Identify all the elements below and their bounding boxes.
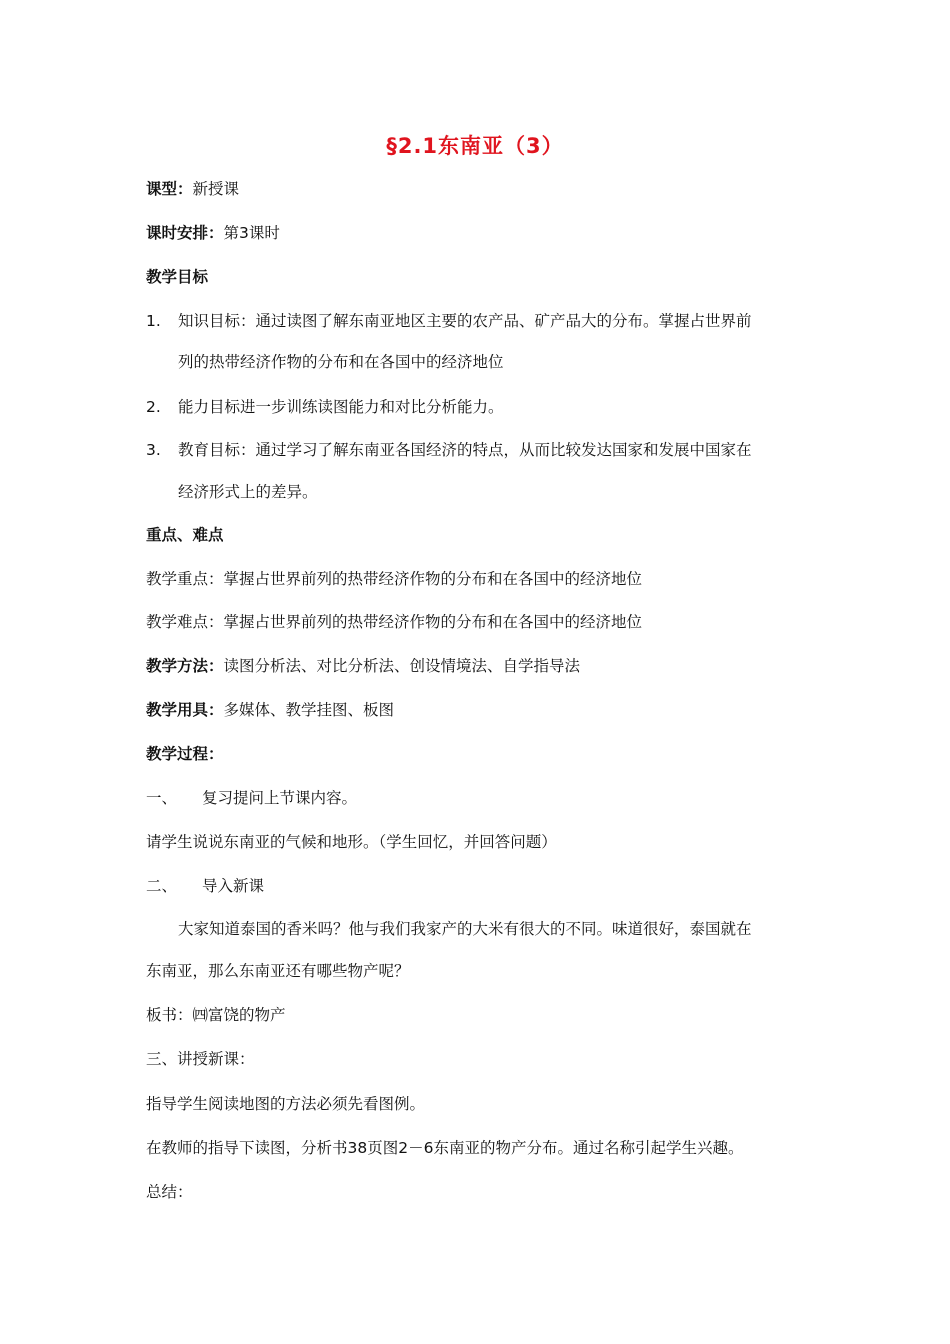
objective-text: 教育目标：通过学习了解东南亚各国经济的特点，从而比较发达国家和发展中国家在 <box>178 441 752 459</box>
step-num: 一、 <box>146 789 178 807</box>
objective-item-3-cont: 经济形式上的差异。 <box>178 483 318 501</box>
step-num: 二、 <box>146 877 178 895</box>
tools-value: 多媒体、教学挂图、板图 <box>223 701 395 719</box>
step-text: 复习提问上节课内容。 <box>202 789 358 807</box>
summary-line: 总结： <box>146 1183 193 1201</box>
objective-item-1 <box>146 310 752 332</box>
lesson-type-label: 课型： <box>146 180 193 198</box>
key-points-heading: 重点、难点 <box>146 526 224 544</box>
intro-paragraph-line-2: 东南亚，那么东南亚还有哪些物产呢？ <box>146 962 410 980</box>
methods-value: 读图分析法、对比分析法、创设情境法、自学指导法 <box>223 657 581 675</box>
process-heading: 教学过程： <box>146 745 224 763</box>
objectives-heading: 教学目标 <box>146 268 209 286</box>
lesson-type-value: 新授课 <box>192 180 240 198</box>
methods-label: 教学方法： <box>146 657 224 675</box>
objective-text: 能力目标进一步训练读图能力和对比分析能力。 <box>178 398 504 416</box>
objective-num: 1. <box>146 312 161 330</box>
objective-item-1-cont: 列的热带经济作物的分布和在各国中的经济地位 <box>178 353 504 371</box>
schedule-value: 第3课时 <box>223 224 280 242</box>
step-1-detail: 请学生说说东南亚的气候和地形。（学生回忆，并回答问题） <box>146 833 557 851</box>
methods-line <box>146 655 580 677</box>
process-step-1 <box>146 787 357 809</box>
step-text: 导入新课 <box>202 877 265 895</box>
process-step-2 <box>146 875 264 897</box>
objective-num: 2. <box>146 398 161 416</box>
page-title: §2.1东南亚（3） <box>386 134 564 158</box>
schedule-label: 课时安排： <box>146 224 224 242</box>
lesson-type-line <box>146 178 239 200</box>
objective-text: 知识目标：通过读图了解东南亚地区主要的农产品、矿产品大的分布。掌握占世界前 <box>178 312 752 330</box>
objective-item-3 <box>146 439 752 461</box>
board-line: 板书：㈣富饶的物产 <box>146 1006 286 1024</box>
objective-item-2 <box>146 396 504 418</box>
intro-paragraph-line-1: 大家知道泰国的香米吗？他与我们我家产的大米有很大的不同。味道很好，泰国就在 <box>178 920 752 938</box>
focus-line: 教学重点：掌握占世界前列的热带经济作物的分布和在各国中的经济地位 <box>146 570 643 588</box>
schedule-line <box>146 222 280 244</box>
guide-line-2: 在教师的指导下读图，分析书38页图2－6东南亚的物产分布。通过名称引起学生兴趣。 <box>146 1139 744 1157</box>
tools-line <box>146 699 394 721</box>
process-step-3: 三、讲授新课： <box>146 1050 255 1068</box>
tools-label: 教学用具： <box>146 701 224 719</box>
objective-num: 3. <box>146 441 161 459</box>
difficulty-line: 教学难点：掌握占世界前列的热带经济作物的分布和在各国中的经济地位 <box>146 613 643 631</box>
guide-line-1: 指导学生阅读地图的方法必须先看图例。 <box>146 1095 426 1113</box>
